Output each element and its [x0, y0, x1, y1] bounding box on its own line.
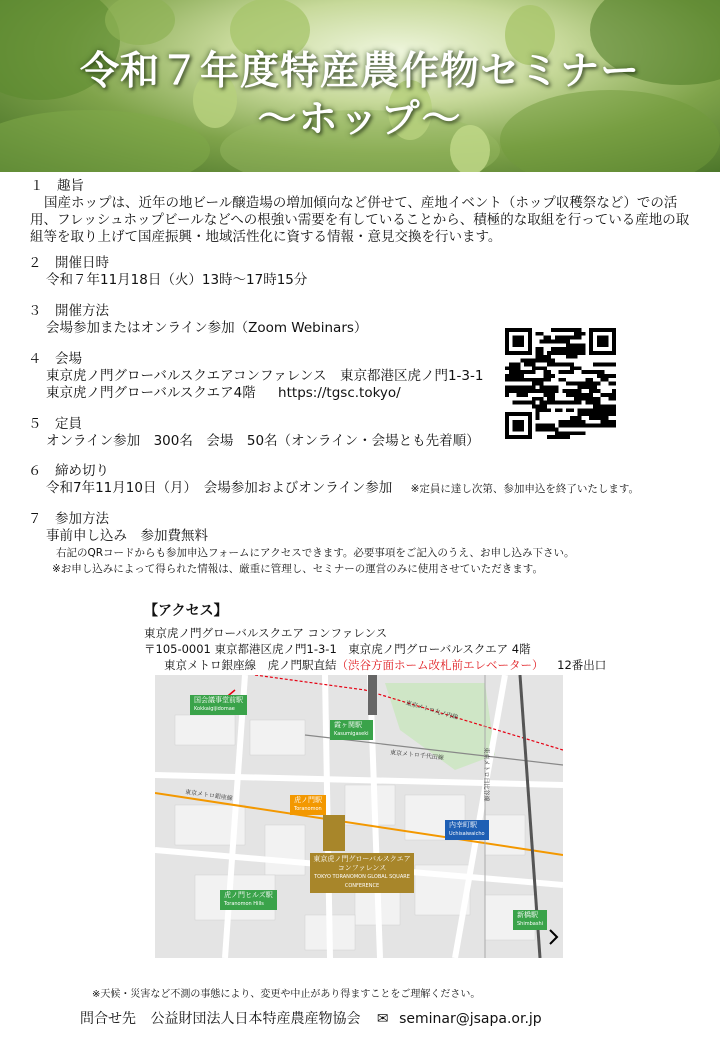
- section-purpose: [30, 178, 702, 246]
- section-capacity-body: オンライン参加 300名 会場 50名（オンライン・会場とも先着順）: [46, 433, 480, 449]
- station-badge-kasumigaseki[interactable]: [330, 720, 373, 740]
- access-line3-a: 東京メトロ銀座線 虎ノ門駅直結: [164, 658, 337, 672]
- section-deadline-row: [28, 480, 718, 497]
- qr-code-icon[interactable]: [505, 328, 616, 439]
- mail-icon: ✉: [376, 1011, 389, 1027]
- station-name: 霞ヶ関駅: [334, 721, 362, 729]
- map-drawing: [155, 675, 563, 958]
- station-name: 虎ノ門ヒルズ駅: [224, 891, 273, 899]
- venue-building: [323, 815, 345, 851]
- access-line3-red: （渋谷方面ホーム改札前エレベーター）: [336, 658, 544, 672]
- station-name-en: Kasumigaseki: [334, 731, 369, 737]
- line-label-ginza: 東京メトロ銀座線: [184, 788, 234, 803]
- station-name-en: Kokkaigijidomae: [194, 706, 235, 712]
- line-label-hibiya: 東京メトロ日比谷線: [482, 747, 490, 802]
- venue-url-link[interactable]: https://tgsc.tokyo/: [278, 385, 401, 401]
- station-name-en: Toranomon Hills: [224, 901, 264, 907]
- section-venue-line1: 東京虎ノ門グローバルスクエアコンファレンス 東京都港区虎ノ門1-3-1: [46, 368, 484, 384]
- section-participation: [28, 511, 718, 577]
- section-datetime-heading: ２ 開催日時: [28, 255, 109, 271]
- section-datetime: [28, 255, 307, 289]
- contact-label: 問合せ先: [80, 1011, 136, 1027]
- contact-email-link[interactable]: seminar@jsapa.or.jp: [399, 1011, 542, 1027]
- section-participation-note1: 右記のQRコードからも参加申込フォームにアクセスできます。必要事項をご記入のうえ、お申し込み下さい。: [56, 547, 575, 559]
- section-venue-heading: ４ 会場: [28, 351, 82, 367]
- venue-label-jp: 東京虎ノ門グローバルスクエア コンファレンス: [313, 855, 411, 872]
- access-line3: [144, 657, 606, 673]
- access-heading: 【アクセス】: [144, 603, 228, 619]
- contact-organization: 公益財団法人日本特産農産物協会: [150, 1011, 361, 1027]
- section-deadline-heading: ６ 締め切り: [28, 463, 109, 479]
- title-main: 令和７年度特産農作物セミナー: [79, 49, 640, 94]
- section-method-heading: ３ 開催方法: [28, 303, 109, 319]
- disclaimer-note: ※天候・災害など不測の事態により、変更や中止があり得ますことをご理解ください。: [92, 989, 481, 1000]
- station-name: 内幸町駅: [449, 821, 477, 829]
- station-badge-toranomon-hills[interactable]: [220, 890, 277, 910]
- station-name: 国会議事堂前駅: [194, 696, 243, 704]
- section-method-body: 会場参加またはオンライン参加（Zoom Webinars）: [46, 320, 368, 336]
- station-badge-shimbashi[interactable]: [513, 910, 547, 930]
- station-badge-toranomon[interactable]: [290, 795, 326, 815]
- access-line3-b: 12番出口: [557, 658, 607, 672]
- station-badge-kokkai[interactable]: [190, 695, 247, 715]
- section-datetime-body: 令和７年11月18日（火）13時～17時15分: [46, 272, 308, 288]
- access-address: [144, 625, 606, 673]
- section-purpose-body: 国産ホップは、近年の地ビール醸造場の増加傾向など併せて、産地イベント（ホップ収穫祭など）での活用、フレッシュホップビールなどへの根強い需要を有していることから、積極的な取組を行っている産地の取組等を取り上げて国産振興・地域活性化に資する情報・意見交換を行います。: [30, 195, 690, 245]
- venue-label[interactable]: [310, 853, 414, 893]
- title-sub: ～ホップ～: [257, 97, 463, 142]
- section-venue-line2-row: [28, 385, 483, 402]
- station-badge-uchisaiwaicho[interactable]: [445, 820, 489, 840]
- section-deadline-note: ※定員に達し次第、参加申込を終了いたします。: [410, 483, 640, 495]
- line-label-marunouchi: 東京メトロ丸ノ内線: [404, 699, 459, 722]
- access-line2: 〒105-0001 東京都港区虎ノ門1-3-1 東京虎ノ門グローバルスクエア 4階: [144, 642, 531, 656]
- section-participation-body: 事前申し込み 参加費無料: [46, 528, 208, 544]
- contact-row: [80, 1008, 542, 1028]
- venue-label-en: TOKYO TORANOMON GLOBAL SQUARE CONFERENCE: [314, 874, 410, 889]
- section-capacity-heading: ５ 定員: [28, 416, 82, 432]
- section-venue: [28, 351, 483, 402]
- hero-banner: [0, 0, 720, 172]
- station-name-en: Toranomon: [294, 806, 322, 812]
- section-method: [28, 303, 367, 337]
- line-label-chiyoda: 東京メトロ千代田線: [389, 749, 445, 762]
- access-map[interactable]: [155, 675, 563, 958]
- section-venue-line2: 東京虎ノ門グローバルスクエア4階: [46, 385, 256, 401]
- section-participation-note2: ※お申し込みによって得られた情報は、厳重に管理し、セミナーの運営のみに使用させていただきます。: [52, 563, 543, 575]
- station-name: 新橋駅: [517, 911, 538, 919]
- section-participation-heading: ７ 参加方法: [28, 511, 109, 527]
- rail-block: [368, 675, 377, 715]
- station-name-en: Uchisaiwaicho: [449, 831, 485, 837]
- station-name: 虎ノ門駅: [294, 796, 322, 804]
- section-deadline: [28, 463, 718, 497]
- section-purpose-heading: １ 趣旨: [30, 178, 84, 194]
- section-capacity: [28, 416, 480, 450]
- station-name-en: Shimbashi: [517, 921, 544, 927]
- section-deadline-body: 令和7年11月10日（月） 会場参加およびオンライン参加: [46, 480, 393, 496]
- access-line1: 東京虎ノ門グローバルスクエア コンファレンス: [144, 626, 388, 640]
